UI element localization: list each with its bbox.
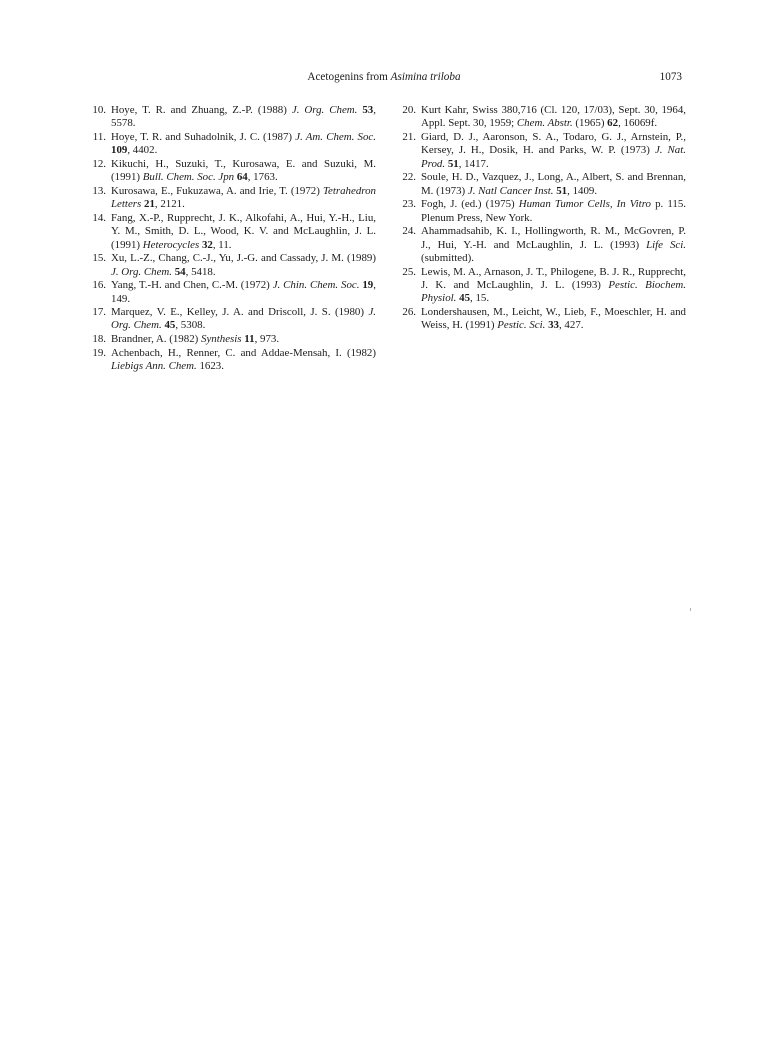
reference-journal: Liebigs Ann. Chem. — [111, 360, 197, 373]
reference-authors: Hoye, T. R. and Suhadolnik, J. C. (1987) — [111, 130, 296, 143]
reference-volume: 45 — [459, 292, 471, 305]
reference-journal: Heterocycles — [142, 238, 200, 251]
reference-authors: Hoye, T. R. and Zhuang, Z.-P. (1988) — [111, 104, 292, 116]
running-title-text: Acetogenins from — [307, 71, 391, 83]
reference-volume: 21 — [144, 198, 155, 211]
reference-number: 19. — [92, 346, 106, 359]
reference-pages: , 1409. — [567, 184, 598, 197]
reference-number: 13. — [92, 184, 106, 197]
reference-authors: Achenbach, H., Renner, C. and Addae-Mensah, I. (1982) — [111, 346, 376, 359]
reference-item — [396, 306, 686, 333]
reference-number: 26. — [402, 305, 416, 318]
reference-item — [86, 347, 376, 374]
reference-volume: 53 — [362, 104, 374, 116]
reference-pages: , 4402. — [127, 144, 158, 157]
reference-pages: , 1763. — [247, 171, 278, 184]
reference-authors: Yang, T.-H. and Chen, C.-M. (1972) — [111, 279, 273, 292]
reference-item — [396, 225, 686, 265]
reference-authors: Fogh, J. (ed.) (1975) — [421, 198, 519, 211]
reference-authors: Lewis, M. A., Arnason, J. T., Philogene, B. J. R., Rupprecht, J. K. and McLaughlin, J. L. (1993) — [421, 265, 686, 291]
reference-number: 21. — [402, 130, 416, 143]
reference-journal: Pestic. Sci. — [497, 319, 546, 332]
reference-authors: Brandner, A. (1982) — [111, 333, 201, 346]
reference-number: 18. — [92, 333, 106, 346]
page-number: 1073 — [659, 71, 682, 83]
reference-number: 12. — [92, 157, 106, 170]
reference-authors: Marquez, V. E., Kelley, J. A. and Driscoll, J. S. (1980) — [111, 306, 369, 319]
reference-item — [396, 198, 686, 225]
reference-pages: (submitted). — [421, 251, 474, 264]
reference-volume: 109 — [111, 144, 128, 157]
reference-volume: 54 — [174, 265, 186, 278]
reference-item — [86, 185, 376, 212]
reference-volume: 62 — [607, 117, 619, 130]
running-title-species: Asimina triloba — [390, 71, 461, 83]
reference-authors: Ahammadsahib, K. I., Hollingworth, R. M., McGovren, P. J., Hui, Y.-H. and McLaughlin, J. L. (1993) — [421, 225, 686, 251]
reference-journal: J. Am. Chem. Soc. — [295, 130, 376, 143]
reference-item — [86, 252, 376, 279]
reference-number: 10. — [92, 104, 106, 116]
running-title — [86, 71, 682, 83]
reference-authors: Kikuchi, H., Suzuki, T., Kurosawa, E. and Suzuki, M. (1991) — [111, 157, 376, 184]
running-header — [86, 71, 682, 87]
reference-volume: 11 — [244, 333, 255, 346]
reference-volume: 32 — [201, 238, 213, 251]
reference-journal: Pestic. Biochem. Physiol. — [421, 278, 686, 305]
reference-volume: 45 — [164, 319, 176, 332]
reference-journal: Tetrahedron Letters — [111, 184, 376, 211]
reference-journal: J. Org. Chem. — [291, 104, 358, 116]
reference-pages: , 16069f. — [618, 117, 658, 130]
reference-authors: Fang, X.-P., Rupprecht, J. K., Alkofahi, A., Hui, Y.-H., Liu, Y. M., Smith, D. L., Wood, K. V. and McLaughlin, J. L. (1991) — [111, 211, 376, 251]
reference-volume: 33 — [548, 319, 559, 332]
reference-number: 11. — [92, 130, 106, 143]
reference-item — [86, 131, 376, 158]
reference-pages: , 149. — [111, 279, 376, 305]
reference-journal: J. Nat. Prod. — [421, 144, 686, 170]
reference-number: 16. — [92, 279, 106, 292]
reference-journal: J. Org. Chem. — [111, 265, 172, 278]
reference-volume: 51 — [447, 157, 459, 170]
reference-item — [86, 306, 376, 333]
reference-journal: J. Natl Cancer Inst. — [467, 184, 554, 197]
references-column-left — [86, 104, 376, 374]
reference-journal: Chem. Abstr. — [516, 117, 573, 130]
reference-item — [86, 212, 376, 252]
reference-authors: Kurosawa, E., Fukuzawa, A. and Irie, T. (1972) — [111, 184, 323, 197]
reference-pages: , 5308. — [175, 319, 206, 332]
reference-journal: Synthesis — [201, 333, 242, 346]
reference-number: 25. — [402, 265, 416, 278]
reference-number: 22. — [402, 171, 416, 184]
reference-volume: 51 — [556, 184, 568, 197]
reference-item — [86, 279, 376, 306]
reference-pages: 1623. — [196, 360, 224, 373]
reference-number: 24. — [402, 225, 416, 238]
reference-pages: , 427. — [558, 319, 584, 332]
references-column-right — [396, 104, 686, 333]
reference-authors: Xu, L.-Z., Chang, C.-J., Yu, J.-G. and Cassady, J. M. (1989) — [111, 252, 376, 265]
reference-item — [396, 131, 686, 171]
reference-journal: Bull. Chem. Soc. Jpn — [142, 171, 235, 184]
reference-item — [396, 266, 686, 306]
reference-journal: J. Org. Chem. — [111, 306, 376, 332]
reference-pages: , 1417. — [458, 157, 489, 170]
scan-speck — [690, 608, 691, 611]
reference-authors: Soule, H. D., Vazquez, J., Long, A., Albert, S. and Brennan, M. (1973) — [421, 171, 686, 197]
reference-pages: , 2121. — [154, 198, 185, 211]
reference-item — [86, 158, 376, 185]
reference-pages: , 5578. — [111, 104, 376, 130]
reference-number: 14. — [92, 211, 106, 224]
reference-authors: Kurt Kahr, Swiss 380,716 (Cl. 120, 17/03), Sept. 30, 1964, Appl. Sept. 30, 1959; — [421, 104, 686, 130]
reference-number: 23. — [402, 198, 416, 211]
reference-pages: , 973. — [254, 333, 280, 346]
reference-item — [396, 171, 686, 198]
reference-pages: , 5418. — [185, 265, 216, 278]
reference-number: 17. — [92, 306, 106, 319]
reference-year: (1965) — [572, 117, 608, 130]
reference-journal: Life Sci. — [646, 238, 686, 251]
reference-pages: , 15. — [470, 292, 490, 305]
reference-item — [86, 104, 376, 131]
reference-number: 20. — [402, 104, 416, 116]
reference-journal: J. Chin. Chem. Soc. — [272, 279, 360, 292]
reference-authors: Giard, D. J., Aaronson, S. A., Todaro, G. J., Arnstein, P., Kersey, J. H., Dosik, H. and Parks, W. P. (1973) — [421, 130, 686, 157]
reference-volume: 19 — [362, 279, 374, 292]
reference-item — [396, 104, 686, 131]
reference-volume: 64 — [236, 171, 248, 184]
reference-pages: p. 115. Plenum Press, New York. — [421, 198, 686, 224]
reference-item — [86, 333, 376, 346]
reference-pages: , 11. — [212, 238, 232, 251]
reference-authors: Londershausen, M., Leicht, W., Lieb, F., Moeschler, H. and Weiss, H. (1991) — [421, 305, 686, 332]
reference-number: 15. — [92, 252, 106, 265]
reference-journal: Human Tumor Cells, In Vitro — [518, 198, 651, 211]
